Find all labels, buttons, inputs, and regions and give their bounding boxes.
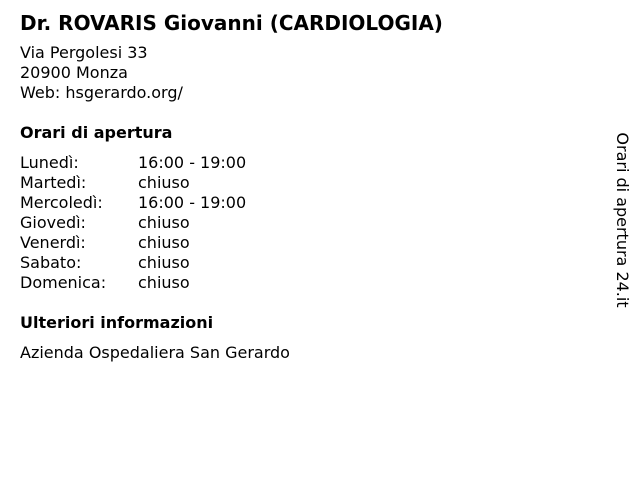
day-label: Sabato: (20, 253, 82, 272)
hours-row-tuesday (20, 173, 600, 193)
website-line[interactable]: Web: hsgerardo.org/ (20, 83, 183, 102)
time-value: chiuso (138, 213, 190, 232)
time-value: chiuso (138, 233, 190, 252)
further-info-heading: Ulteriori informazioni (20, 313, 214, 332)
day-label: Venerdì: (20, 233, 86, 252)
hours-row-sunday (20, 273, 600, 293)
address-block (20, 43, 600, 103)
further-info-text: Azienda Ospedaliera San Gerardo (20, 343, 290, 362)
page-title: Dr. ROVARIS Giovanni (CARDIOLOGIA) (20, 11, 443, 35)
site-watermark: Orari di apertura 24.it (613, 132, 632, 308)
time-value: chiuso (138, 253, 190, 272)
time-value: 16:00 - 19:00 (138, 153, 247, 172)
time-value: chiuso (138, 173, 190, 192)
day-label: Giovedì: (20, 213, 86, 232)
hours-row-wednesday (20, 193, 600, 213)
street-address: Via Pergolesi 33 (20, 43, 148, 62)
hours-row-monday (20, 153, 600, 173)
time-value: chiuso (138, 273, 190, 292)
hours-row-thursday (20, 213, 600, 233)
hours-row-saturday (20, 253, 600, 273)
city-address: 20900 Monza (20, 63, 128, 82)
time-value: 16:00 - 19:00 (138, 193, 247, 212)
opening-hours-heading: Orari di apertura (20, 123, 173, 142)
day-label: Mercoledì: (20, 193, 103, 212)
day-label: Lunedì: (20, 153, 79, 172)
listing-card (20, 9, 600, 363)
opening-hours-table (20, 153, 600, 293)
day-label: Domenica: (20, 273, 107, 292)
day-label: Martedì: (20, 173, 87, 192)
hours-row-friday (20, 233, 600, 253)
